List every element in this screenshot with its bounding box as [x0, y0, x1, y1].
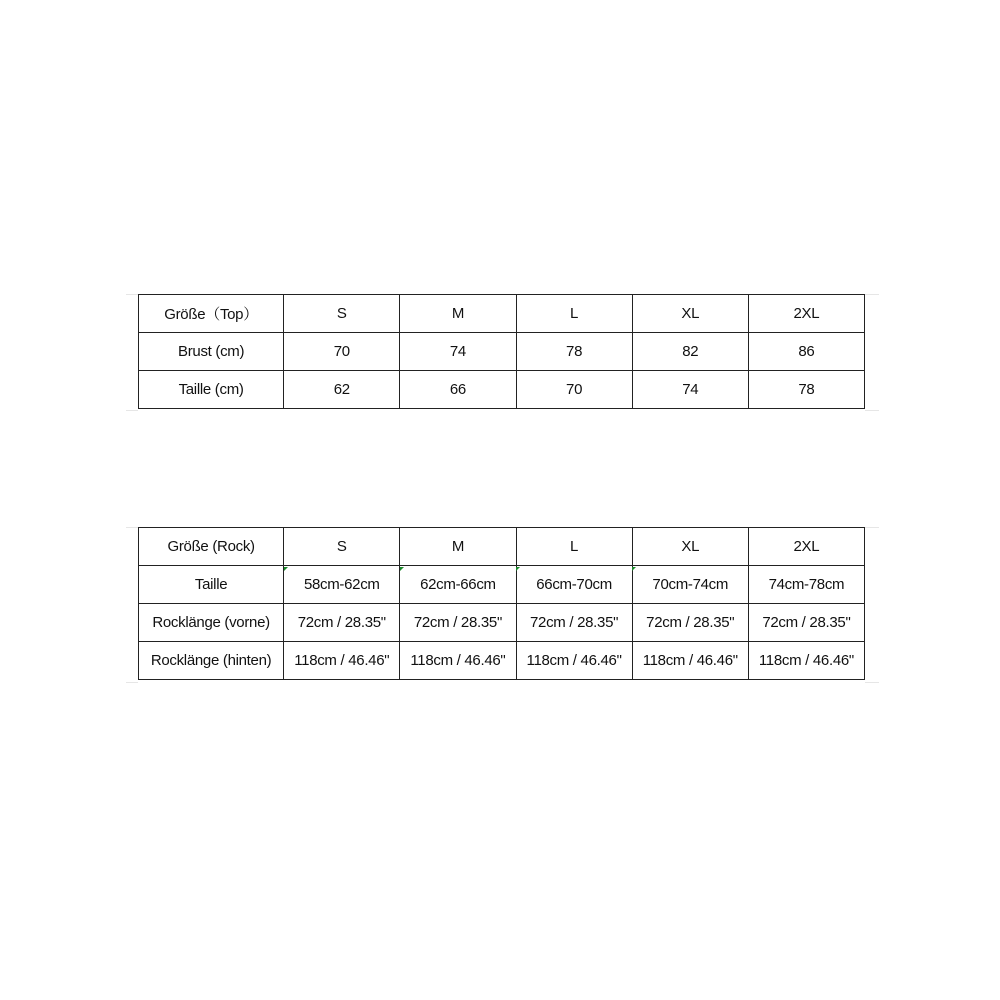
table-row — [139, 371, 865, 409]
header-cell: M — [400, 528, 516, 566]
table-cell: 74 — [400, 333, 516, 371]
table-cell: 72cm / 28.35" — [284, 604, 400, 642]
table-cell: 118cm / 46.46" — [632, 642, 748, 680]
table-cell: 118cm / 46.46" — [400, 642, 516, 680]
header-cell: XL — [632, 295, 748, 333]
row-label-cell: Rocklänge (vorne) — [139, 604, 284, 642]
faint-gridline — [865, 294, 879, 295]
faint-gridline — [126, 527, 138, 528]
table-cell: 58cm-62cm — [284, 566, 400, 604]
table-row — [139, 566, 865, 604]
table-cell: 72cm / 28.35" — [632, 604, 748, 642]
row-label-cell: Taille — [139, 566, 284, 604]
table-header-row — [139, 528, 865, 566]
table-row — [139, 333, 865, 371]
table-header-row — [139, 295, 865, 333]
faint-gridline — [126, 410, 138, 411]
header-cell: 2XL — [748, 295, 864, 333]
header-cell: S — [284, 295, 400, 333]
table-cell: 72cm / 28.35" — [400, 604, 516, 642]
table-row — [139, 604, 865, 642]
table-cell: 72cm / 28.35" — [516, 604, 632, 642]
table-cell: 118cm / 46.46" — [516, 642, 632, 680]
table-cell: 66 — [400, 371, 516, 409]
table-cell: 78 — [748, 371, 864, 409]
row-label-cell: Taille (cm) — [139, 371, 284, 409]
table-cell: 72cm / 28.35" — [748, 604, 864, 642]
table-row — [139, 642, 865, 680]
rock-size-table — [138, 527, 865, 680]
faint-gridline — [126, 294, 138, 295]
table-cell: 70 — [516, 371, 632, 409]
header-cell: M — [400, 295, 516, 333]
faint-gridline — [865, 527, 879, 528]
table-cell: 62cm-66cm — [400, 566, 516, 604]
header-cell: Größe（Top） — [139, 295, 284, 333]
table-cell: 74cm-78cm — [748, 566, 864, 604]
table-cell: 70cm-74cm — [632, 566, 748, 604]
header-cell: 2XL — [748, 528, 864, 566]
faint-gridline — [865, 410, 879, 411]
header-cell: Größe (Rock) — [139, 528, 284, 566]
faint-gridline — [865, 682, 879, 683]
cell-marker — [516, 567, 520, 571]
table-cell: 70 — [284, 333, 400, 371]
cell-marker — [400, 567, 404, 571]
row-label-cell: Brust (cm) — [139, 333, 284, 371]
table-cell: 86 — [748, 333, 864, 371]
table-cell: 118cm / 46.46" — [748, 642, 864, 680]
table-cell: 62 — [284, 371, 400, 409]
cell-marker — [632, 567, 636, 571]
header-cell: L — [516, 295, 632, 333]
header-cell: XL — [632, 528, 748, 566]
table-cell: 66cm-70cm — [516, 566, 632, 604]
cell-marker — [284, 567, 288, 571]
table-cell: 118cm / 46.46" — [284, 642, 400, 680]
header-cell: L — [516, 528, 632, 566]
table-cell: 82 — [632, 333, 748, 371]
top-size-table — [138, 294, 865, 409]
faint-gridline — [126, 682, 138, 683]
table-cell: 74 — [632, 371, 748, 409]
row-label-cell: Rocklänge (hinten) — [139, 642, 284, 680]
table-cell: 78 — [516, 333, 632, 371]
header-cell: S — [284, 528, 400, 566]
